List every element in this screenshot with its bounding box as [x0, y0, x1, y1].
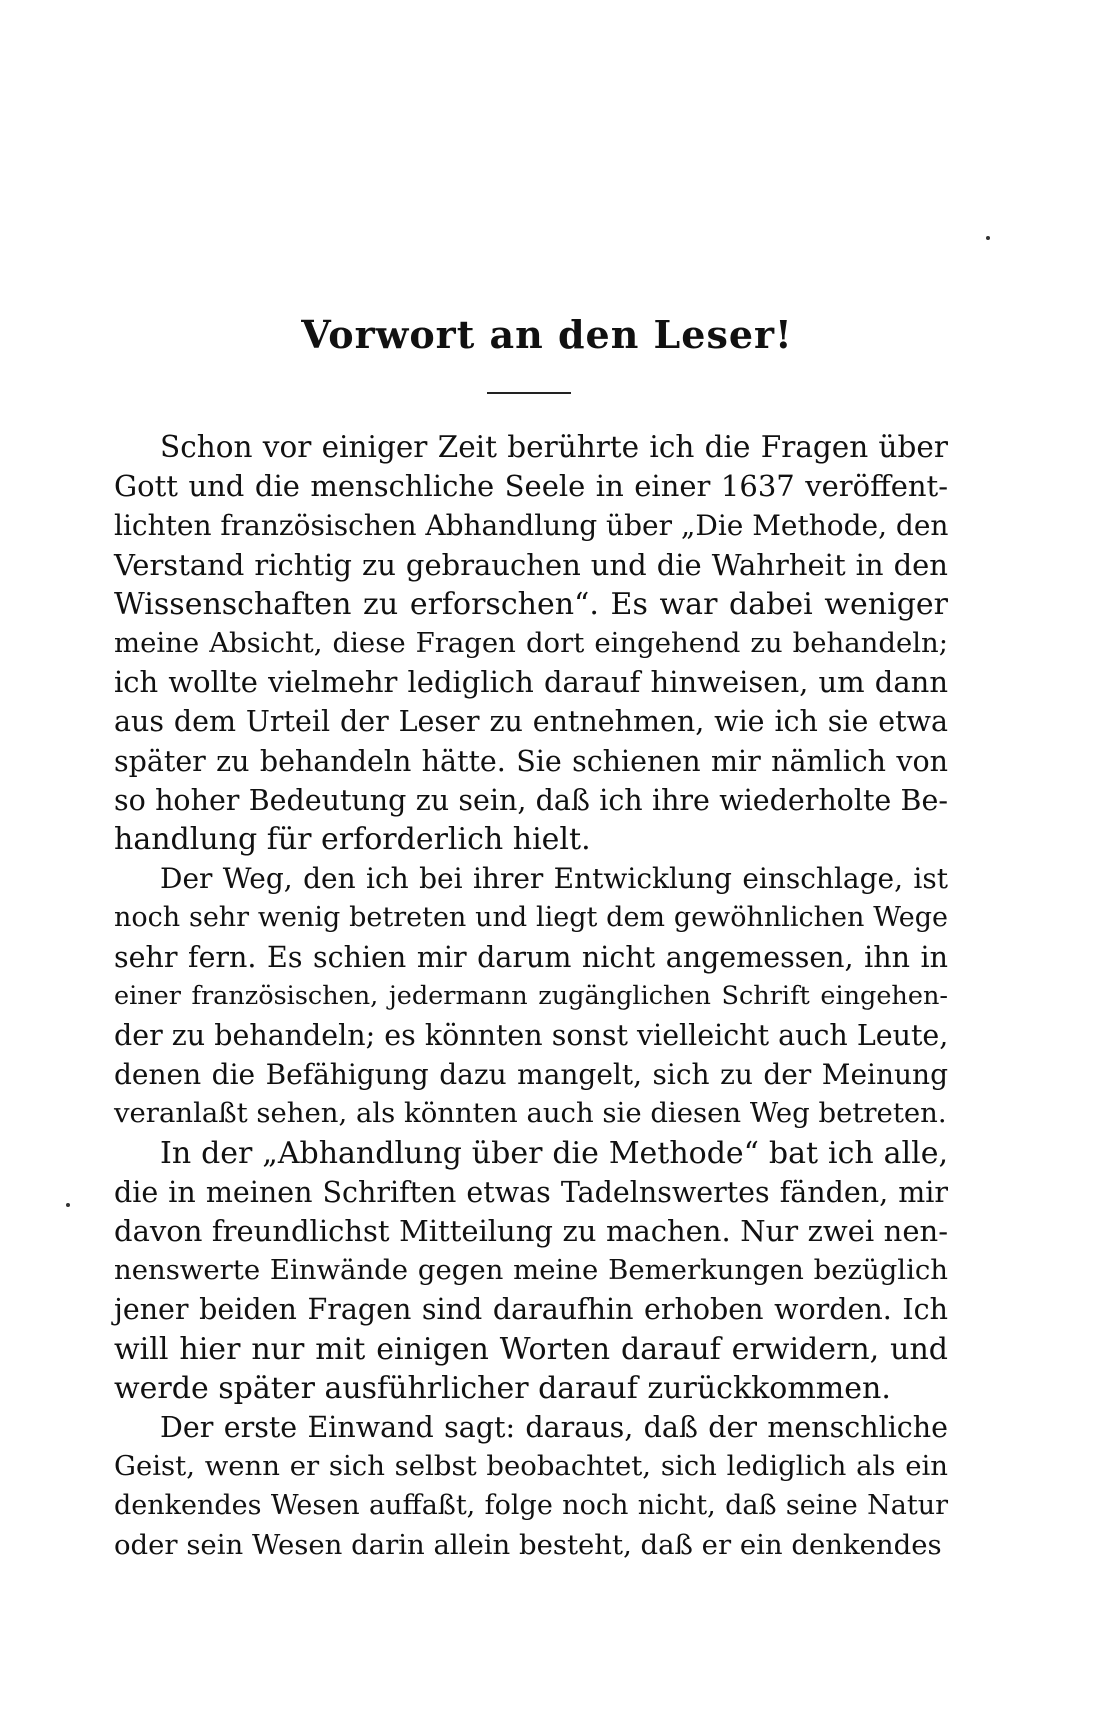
- text-line: denen die Befähigung dazu mangelt, sich zu der Meinung: [114, 1058, 948, 1092]
- text-line: In der „Abhandlung über die Methode“ bat ich alle,: [160, 1135, 948, 1171]
- text-line: oder sein Wesen darin allein besteht, daß er ein denkendes: [114, 1528, 942, 1561]
- body-text: [114, 428, 948, 1565]
- text-line: veranlaßt sehen, als könnten auch sie diesen Weg betreten.: [114, 1097, 947, 1130]
- paragraph: [114, 859, 948, 1133]
- text-line: sehr fern. Es schien mir darum nicht angemessen, ihn in: [114, 940, 948, 974]
- text-line: davon freundlichst Mitteilung zu machen. Nur zwei nen-: [114, 1214, 948, 1249]
- text-line: ich wollte vielmehr lediglich darauf hinweisen, um dann: [114, 665, 948, 700]
- text-line: die in meinen Schriften etwas Tadelnswertes fänden, mir: [114, 1175, 948, 1209]
- text-line: werde später ausführlicher darauf zurückkommen.: [114, 1370, 891, 1406]
- paragraph: [114, 428, 948, 859]
- text-line: so hoher Bedeutung zu sein, daß ich ihre wiederholte Be-: [114, 783, 948, 817]
- text-line: handlung für erforderlich hielt.: [114, 822, 591, 858]
- text-line: jener beiden Fragen sind daraufhin erhoben worden. Ich: [114, 1293, 948, 1327]
- text-line: nenswerte Einwände gegen meine Bemerkungen bezüglich: [114, 1254, 948, 1287]
- text-line: Der Weg, den ich bei ihrer Entwicklung einschlage, ist: [160, 862, 948, 896]
- text-line: der zu behandeln; es könnten sonst vielleicht auch Leute,: [114, 1019, 949, 1053]
- text-line: Geist, wenn er sich selbst beobachtet, sich lediglich als ein: [114, 1450, 948, 1483]
- text-line: meine Absicht, diese Fragen dort eingehend zu behandeln;: [114, 627, 948, 660]
- text-line: Schon vor einiger Zeit berührte ich die Fragen über: [160, 430, 948, 464]
- paragraph: [114, 1134, 948, 1408]
- page-title: Vorwort an den Leser!: [301, 312, 793, 357]
- text-line: aus dem Urteil der Leser zu entnehmen, wie ich sie etwa: [114, 705, 948, 739]
- text-line: später zu behandeln hätte. Sie schienen mir nämlich von: [114, 744, 948, 778]
- print-speck: [66, 1203, 70, 1207]
- text-line: Verstand richtig zu gebrauchen und die Wahrheit in den: [114, 547, 948, 582]
- text-line: will hier nur mit einigen Worten darauf erwidern, und: [114, 1331, 948, 1367]
- text-line: Der erste Einwand sagt: daraus, daß der menschliche: [160, 1411, 948, 1445]
- print-speck: [986, 236, 990, 240]
- text-line: Wissenschaften zu erforschen“. Es war dabei weniger: [114, 586, 948, 622]
- text-line: Gott und die menschliche Seele in einer 1637 veröffent-: [114, 469, 948, 504]
- text-line: lichten französischen Abhandlung über „Die Methode, den: [114, 509, 949, 543]
- text-line: noch sehr wenig betreten und liegt dem gewöhnlichen Wege: [114, 902, 948, 934]
- title-divider: [487, 392, 571, 394]
- text-line: denkendes Wesen auffaßt, folge noch nicht, daß seine Natur: [114, 1490, 948, 1522]
- paragraph: [114, 1408, 948, 1565]
- text-line: einer französischen, jedermann zugänglichen Schrift eingehen-: [114, 980, 948, 1011]
